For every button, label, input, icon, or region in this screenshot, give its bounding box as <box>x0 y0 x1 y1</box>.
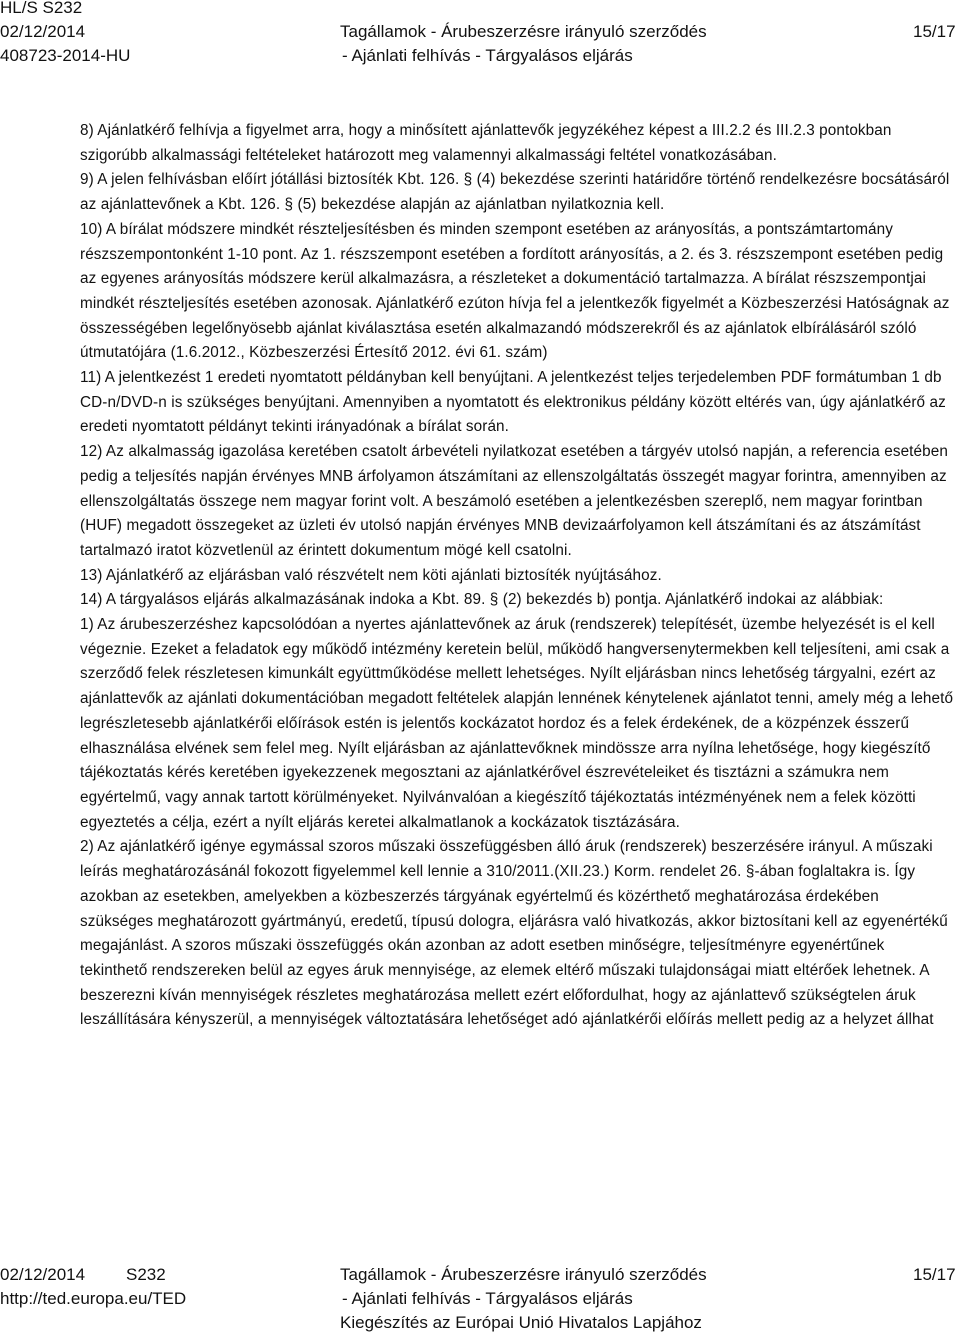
paragraph: 8) Ajánlatkérő felhívja a figyelmet arra, hogy a minősített ajánlattevők jegyzékéhez képest a III.2.2 és III.2.3 pontokban szigorúbb alkalmassági feltételeket határozott meg valamennyi alkalmassági feltétel vonatkozásában. <box>80 122 892 164</box>
header-title-line1: Tagállamok - Árubeszerzésre irányuló szerződés <box>340 22 707 41</box>
footer-title-line2: - Ajánlati felhívás - Tárgyalásos eljárás <box>342 1289 633 1308</box>
paragraph: 12) Az alkalmasság igazolása keretében csatolt árbevételi nyilatkozat esetében a tárgyév utolsó napján, a referencia esetében pedig a teljesítés napján érvényes MNB árfolyamon átszámítani az ellenszolgáltatás összegét magyar forintra, amennyiben az ellenszolgáltatás összege nem magyar forint volt. A beszámoló esetében a jelentkezésben szereplő, nem magyar forintban (HUF) megadott összegeket az üzleti év utolsó napján érvényes MNB devizaárfolyamon kell átszámítani és az átszámítást tartalmazó iratot közvetlenül az érintett dokumentum mögé kell csatolni. <box>80 443 948 559</box>
header-title-line2: - Ajánlati felhívás - Tárgyalásos eljárás <box>342 46 633 65</box>
notice-number: 408723-2014-HU <box>0 46 131 65</box>
footer-series: S232 <box>126 1265 166 1284</box>
doc-reference: HL/S S232 <box>0 0 83 17</box>
paragraph: 2) Az ajánlatkérő igénye egymással szoros műszaki összefüggésben álló áruk (rendszerek) beszerzésére irányul. A műszaki leírás meghatározásánál fokozott figyelemmel kell lennie a 310/2011.(XII.23.) Korm. rendelet 26. §-ában foglaltakra is. Így azokban az esetekben, amelyekben a közbeszerzés tárgyának egyértelmű és közérthető meghatározása érdekében szükséges meghatározott gyártmányú, eredetű, típusú dologra, eljárásra való hivatkozás, akkor biztosítani kell az egyenértékű megajánlást. A szoros műszaki összefüggés okán azonban az adott esetben minőségre, teljesítményre egyenértűnek tekinthető rendszereken belül az egyes áruk mennyisége, az elemek eltérő műszaki tulajdonságai miatt eltérőek lehetnek. A beszerezni kíván mennyiségek részletes meghatározása mellett ezért előfordulhat, hogy az ajánlattevő szükségtelen áruk leszállítására kényszerül, a mennyiségek változtatására lehetőséget adó ajánlatkérői előírás mellett pedig az a helyzet állhat <box>80 838 948 1029</box>
paragraph: 14) A tárgyalásos eljárás alkalmazásának indoka a Kbt. 89. § (2) bekezdés b) pontja. Ajánlatkérő indokai az alábbiak: <box>80 591 884 609</box>
paragraph: 9) A jelen felhívásban előírt jótállási biztosíték Kbt. 126. § (4) bekezdése szerinti határidőre történő rendelkezésre bocsátásáról az ajánlattevőnek a Kbt. 126. § (5) bekezdése alapján az ajánlatban nyilatkoznia kell. <box>80 171 950 214</box>
header-page-number: 15/17 <box>913 22 956 41</box>
header-date: 02/12/2014 <box>0 22 86 41</box>
document-body <box>80 119 956 1033</box>
paragraph: 11) A jelentkezést 1 eredeti nyomtatott példányban kell benyújtani. A jelentkezést teljes terjedelemben PDF formátumban 1 db CD-n/DVD-n is szükséges benyújtani. Amennyiben a nyomtatott és elektronikus példány között eltérés van, úgy ajánlatkérő az eredeti nyomtatott példányt tekinti irányadónak a bírálat során. <box>80 369 946 436</box>
footer-date: 02/12/2014 <box>0 1265 86 1284</box>
paragraph: 13) Ajánlatkérő az eljárásban való részvételt nem köti ajánlati biztosíték nyújtásához. <box>80 566 662 584</box>
footer-page-number: 15/17 <box>913 1265 956 1284</box>
footer-title-line1: Tagállamok - Árubeszerzésre irányuló szerződés <box>340 1265 707 1284</box>
footer-url: http://ted.europa.eu/TED <box>0 1289 187 1308</box>
footer-title-line3: Kiegészítés az Európai Unió Hivatalos Lapjához <box>340 1313 702 1332</box>
paragraph: 1) Az árubeszerzéshez kapcsolódóan a nyertes ajánlattevőnek az áruk (rendszerek) telepítését, üzembe helyezését is el kell végeznie. Ezeket a feladatok egy működő intézmény keretein belül, működő hangversenytermekben kell teljesíteni, ami csak a szerződő felek részletesen kimunkált együttműködése mellett lehetséges. Nyílt eljárásban nincs lehetőség tárgyalni, ezért az ajánlattevők az ajánlati dokumentációban megadott feltételek alapján lennének kénytelenek ajánlatot tenni, amely még a lehető legrészletesebb ajánlatkérői előírások estén is jelentős kockázatot hordoz és a felek érdekének, de a közpénzek ésszerű elhasználása elvének sem felel meg. Nyílt eljárásban az ajánlattevőknek mindössze arra nyílna lehetősége, hogy kiegészítő tájékoztatás kérés keretében igyekezzenek megosztani az ajánlatkérővel észrevételeiket és tisztázni a számukra nem egyértelmű, vagy annak tartott körülményeket. Nyilvánvalóan a kiegészítő tájékoztatás intézményének nem a felek közötti egyeztetés a célja, ezért a nyílt eljárás keretei alkalmatlanok a kockázatok tisztázására. <box>80 616 954 831</box>
paragraph: 10) A bírálat módszere mindkét részteljesítésben és minden szempont esetében az arányosítás, a pontszámtartomány részszempontonként 1-10 pont. Az 1. részszempont esetében a fordított arányosítás, a 2. és 3. részszempont esetében pedig az egyenes arányosítás módszere kerül alkalmazásra, a részleteket a dokumentáció tartalmazza. A bírálat részszempontjai mindkét részteljesítés esetében azonosak. Ajánlatkérő ezúton hívja fel a jelentkezők figyelmét a Közbeszerzési Hatóságnak az összességében legelőnyösebb ajánlat kiválasztása esetén alkalmazandó módszerekről és az ajánlatok elbírálásáról szóló útmutatójára (1.6.2012., Közbeszerzési Értesítő 2012. évi 61. szám) <box>80 220 950 362</box>
